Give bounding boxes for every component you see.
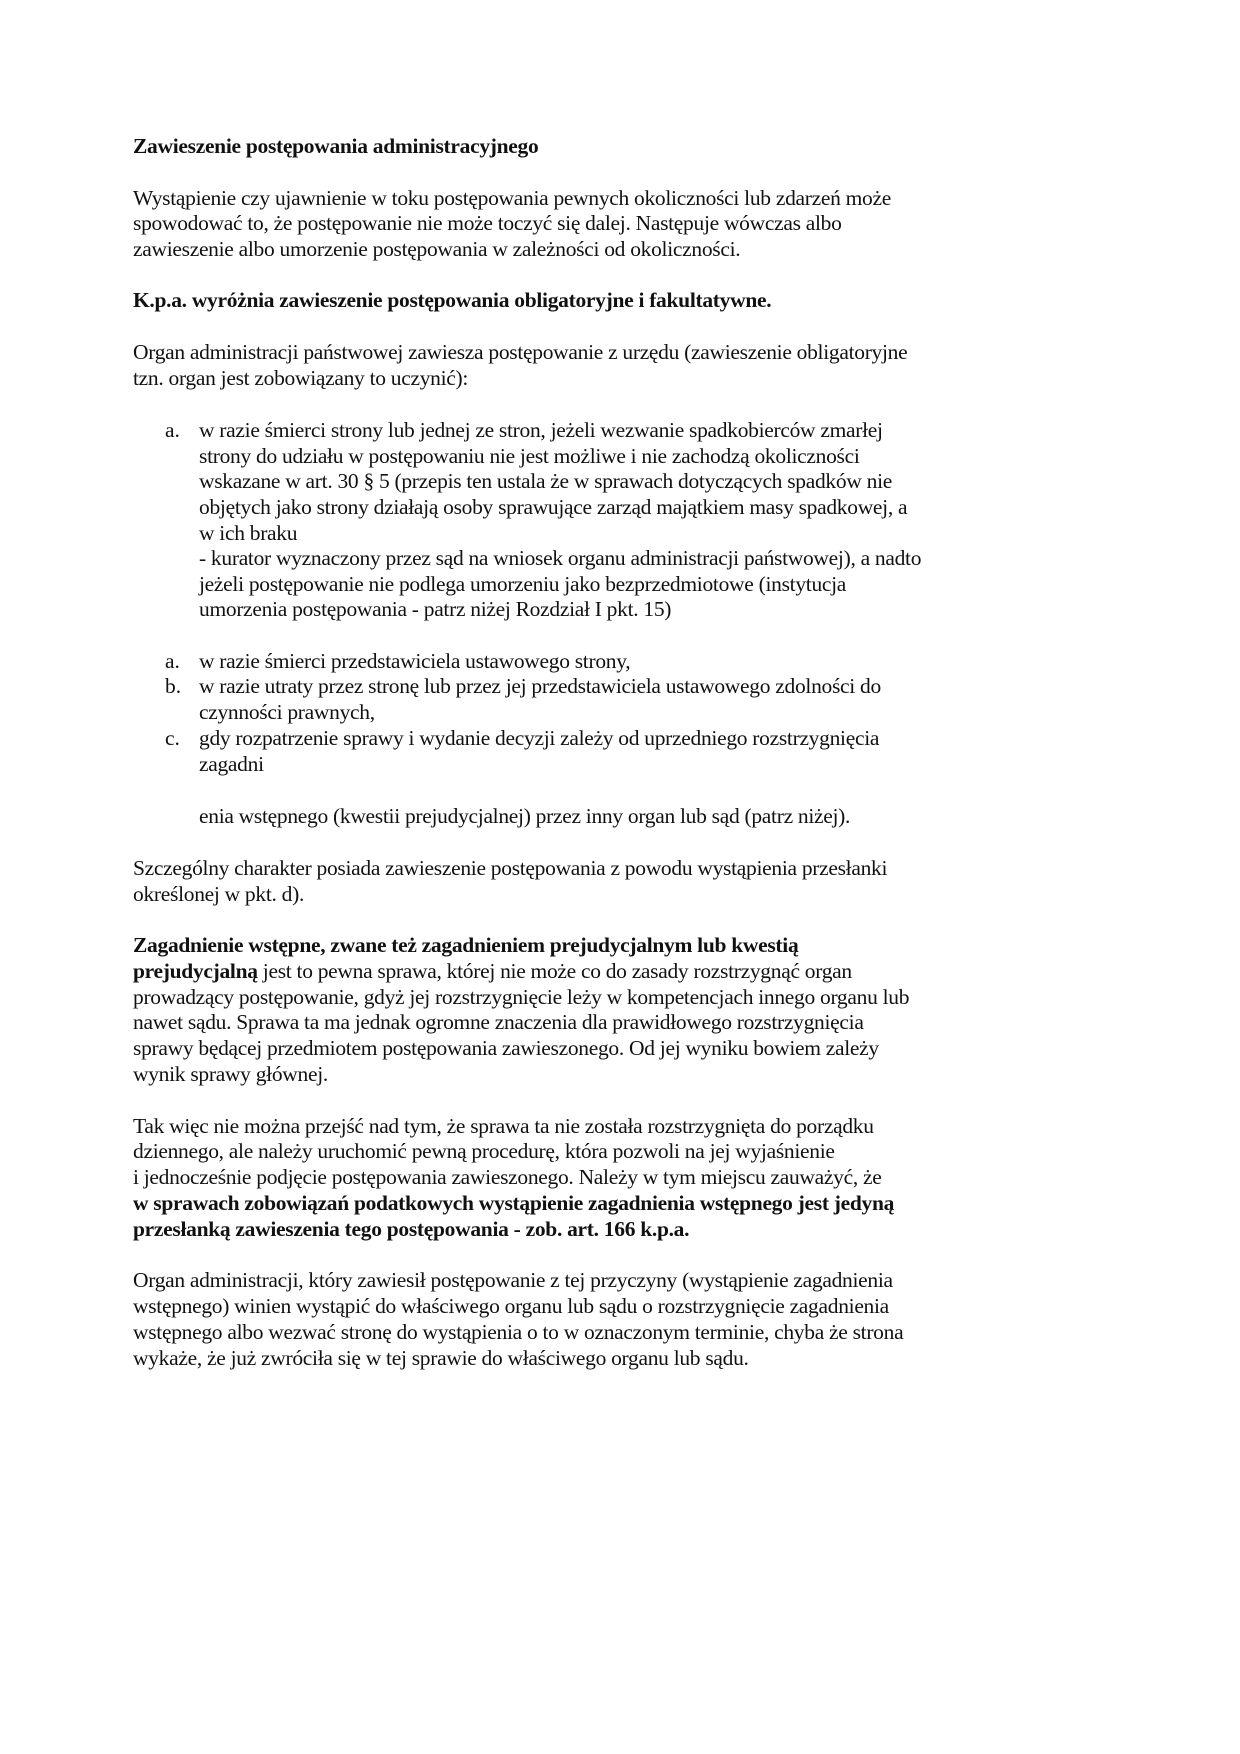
text-line: Szczególny charakter posiada zawieszenie postępowania z powodu wystąpienia przesłanki bbox=[133, 856, 888, 880]
text-line bbox=[133, 958, 852, 984]
text-line: wstępnego albo wezwać stronę do wystąpienia o to w oznaczonym terminie, chyba że strona bbox=[133, 1320, 904, 1344]
text-line: jeżeli postępowanie nie podlega umorzeniu jako bezprzedmiotowe (instytucja bbox=[199, 572, 847, 596]
text-line: w razie śmierci przedstawiciela ustawowego strony, bbox=[199, 649, 631, 673]
text-line: w ich braku bbox=[199, 521, 298, 545]
section-heading: K.p.a. wyróżnia zawieszenie postępowania obligatoryjne i fakultatywne. bbox=[133, 288, 772, 312]
text-line: w razie utraty przez stronę lub przez jej przedstawiciela ustawowego zdolności do bbox=[199, 674, 881, 698]
text-line: prowadzący postępowanie, gdyż jej rozstrzygnięcie leży w kompetencjach innego organu lub bbox=[133, 985, 910, 1009]
bold-term: prejudycjalną bbox=[133, 959, 258, 983]
list-marker: a. bbox=[165, 649, 180, 673]
text-line: spowodować to, że postępowanie nie może toczyć się dalej. Następuje wówczas albo bbox=[133, 211, 842, 235]
text-line: strony do udziału w postępowaniu nie jest możliwe i nie zachodzą okoliczności bbox=[199, 444, 860, 468]
text-line: określonej w pkt. d). bbox=[133, 882, 305, 906]
text-line: wstępnego) winien wystąpić do właściwego organu lub sądu o rozstrzygnięcie zagadnienia bbox=[133, 1294, 889, 1318]
text-line: Organ administracji państwowej zawiesza postępowanie z urzędu (zawieszenie obligatoryjne bbox=[133, 340, 908, 364]
text-line: zawieszenie albo umorzenie postępowania w zależności od okoliczności. bbox=[133, 237, 741, 261]
document-title: Zawieszenie postępowania administracyjnego bbox=[133, 134, 539, 158]
bold-line: w sprawach zobowiązań podatkowych wystąpienie zagadnienia wstępnego jest jedyną bbox=[133, 1191, 895, 1215]
text-line: objętych jako strony działają osoby sprawujące zarząd majątkiem masy spadkowej, a bbox=[199, 495, 908, 519]
text-line: wskazane w art. 30 § 5 (przepis ten ustala że w sprawach dotyczących spadków nie bbox=[199, 469, 892, 493]
text-line: nawet sądu. Sprawa ta ma jednak ogromne znaczenia dla prawidłowego rozstrzygnięcia bbox=[133, 1010, 864, 1034]
list-marker: a. bbox=[165, 418, 180, 442]
text-line: i jednocześnie podjęcie postępowania zawieszonego. Należy w tym miejscu zauważyć, że bbox=[133, 1165, 882, 1189]
text-line: Wystąpienie czy ujawnienie w toku postępowania pewnych okoliczności lub zdarzeń może bbox=[133, 186, 891, 210]
text-line: w razie śmierci strony lub jednej ze stron, jeżeli wezwanie spadkobierców zmarłej bbox=[199, 418, 883, 442]
text-line: sprawy będącej przedmiotem postępowania zawieszonego. Od jej wyniku bowiem zależy bbox=[133, 1036, 879, 1060]
bold-line: przesłanką zawieszenia tego postępowania - zob. art. 166 k.p.a. bbox=[133, 1217, 690, 1241]
text-line: Tak więc nie można przejść nad tym, że sprawa ta nie została rozstrzygnięta do porządku bbox=[133, 1114, 874, 1138]
text-line: gdy rozpatrzenie sprawy i wydanie decyzji zależy od uprzedniego rozstrzygnięcia bbox=[199, 726, 880, 750]
list-marker: c. bbox=[165, 726, 180, 750]
list-marker: b. bbox=[165, 674, 182, 698]
text-line: Organ administracji, który zawiesił postępowanie z tej przyczyny (wystąpienie zagadnienia bbox=[133, 1268, 893, 1292]
text-line: czynności prawnych, bbox=[199, 700, 375, 724]
bold-term: Zagadnienie wstępne, zwane też zagadnieniem prejudycjalnym lub kwestią bbox=[133, 933, 799, 957]
continuation-line: enia wstępnego (kwestii prejudycjalnej) przez inny organ lub sąd (patrz niżej). bbox=[199, 804, 851, 828]
text-line: wykaże, że już zwróciła się w tej sprawie do właściwego organu lub sądu. bbox=[133, 1346, 749, 1370]
text-line: zagadni bbox=[199, 752, 264, 776]
text-line: - kurator wyznaczony przez sąd na wniosek organu administracji państwowej), a nadto bbox=[199, 546, 922, 570]
text-segment: jest to pewna sprawa, której nie może co do zasady rozstrzygnąć organ bbox=[257, 959, 852, 983]
text-line: dziennego, ale należy uruchomić pewną procedurę, która pozwoli na jej wyjaśnienie bbox=[133, 1139, 835, 1163]
text-line: umorzenia postępowania - patrz niżej Rozdział I pkt. 15) bbox=[199, 597, 672, 621]
text-line: tzn. organ jest zobowiązany to uczynić): bbox=[133, 366, 469, 390]
text-line: wynik sprawy głównej. bbox=[133, 1062, 328, 1086]
